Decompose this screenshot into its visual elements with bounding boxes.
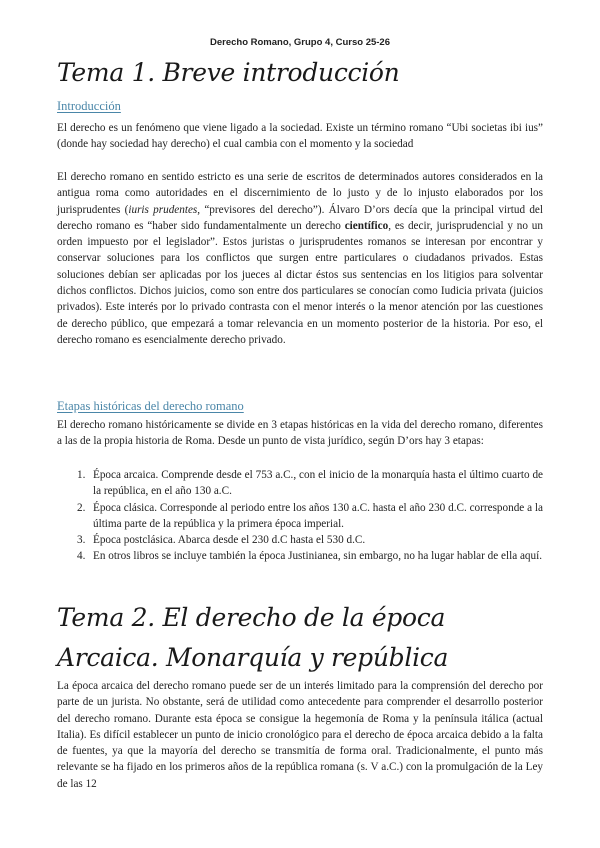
list-item — [57, 532, 543, 548]
list-item-number: 2. — [77, 501, 86, 514]
p2-italic-term: iuris prudentes — [128, 203, 198, 216]
list-item-text: Época arcaica. Comprende desde el 753 a.C., con el inicio de la monarquía hasta el último cuarto de la república, en el año 130 a.C. — [93, 469, 543, 498]
p2-bold-term: científico — [344, 219, 389, 232]
tema2-paragraph-1: La época arcaica del derecho romano puede ser de un interés limitado para la comprensión del derecho por parte de un jurista. No obstante, será de utilidad como antecedente para comprender el desarrollo posterior del derecho romano. Durante esta época se consigue la hegemonía de Roma y la península itálica (actual Italia). Es difícil establecer un punto de inicio cronológico para el derecho de época arcaica debido a la falta de fuentes, ya que la mayoría del derecho se transmitía de forma oral. Tradicionalmente, el punto más relevante se ha fijado en los primeros años de la república romana (s. V a.C.) con la promulgación de la Ley de las 12 — [57, 680, 543, 790]
list-item — [57, 467, 543, 500]
etapas-heading: Etapas históricas del derecho romano — [57, 399, 244, 413]
running-header: Derecho Romano, Grupo 4, Curso 25-26 — [209, 37, 390, 48]
tema2-title: Tema 2. El derecho de la época Arcaica. Monarquía y república — [57, 603, 449, 672]
p2-text-c: , es decir, jurisprudencial y no un orden impuesto por el legislador”. Estos juristas o jurisprudentes romanos se interesan por encontrar y conservar soluciones para los conflictos que surgen entre particulares o ciudadanos privados. Estas soluciones debían ser aplicadas por los jueces al dictar éstos sus sentencias en los litigios para solventar dichos conflictos. Dichos juicios, como son entre dos particulares se conocían como Iudicia privata (juicios privados). Este interés por lo privado contrasta con el menor interés o la menor atención por las cuestiones de derecho público, que empezará a tomar relevancia en un momento posterior de la historia. Por eso, el derecho romano es esencialmente derecho privado. — [57, 219, 543, 346]
etapas-list — [57, 467, 543, 565]
list-item-text: En otros libros se incluye también la época Justinianea, sin embargo, no ha lugar hablar de ella aquí. — [93, 550, 543, 563]
intro-paragraph-2 — [57, 169, 543, 348]
list-item-text: Época postclásica. Abarca desde el 230 d.C hasta el 530 d.C. — [93, 534, 366, 547]
p2-text-b: , “previsores del derecho”). Álvaro D’ors decía que la principal virtud del derecho romano es “haber sido fundamentalmente un derecho — [57, 203, 543, 232]
p2-text-a: El derecho romano en sentido estricto es una serie de escritos de determinados autores considerados en la antigua roma como autoridades en el discernimiento de lo justo y de lo injusto elaborados por los jurisprudentes ( — [57, 171, 543, 216]
list-item-number: 3. — [77, 534, 86, 547]
tema1-title: Tema 1. Breve introducción — [57, 58, 400, 87]
list-item-number: 1. — [77, 469, 86, 481]
list-item-text: Época clásica. Corresponde al periodo entre los años 130 a.C. hasta el año 230 d.C. corresponde a la última parte de la república y la primera época imperial. — [93, 501, 543, 530]
list-item-number: 4. — [77, 550, 86, 563]
list-item — [57, 548, 543, 564]
etapas-paragraph: El derecho romano históricamente se divide en 3 etapas históricas en la vida del derecho romano, diferentes a las de la propia historia de Roma. Desde un punto de vista jurídico, según D’ors hay 3 etapas: — [57, 419, 543, 448]
introduccion-heading: Introducción — [57, 99, 121, 113]
intro-paragraph-1: El derecho es un fenómeno que viene ligado a la sociedad. Existe un término romano “Ubi societas ibi ius” (donde hay sociedad hay derecho) el cual cambia con el momento y la sociedad — [57, 122, 543, 151]
list-item — [57, 500, 543, 533]
